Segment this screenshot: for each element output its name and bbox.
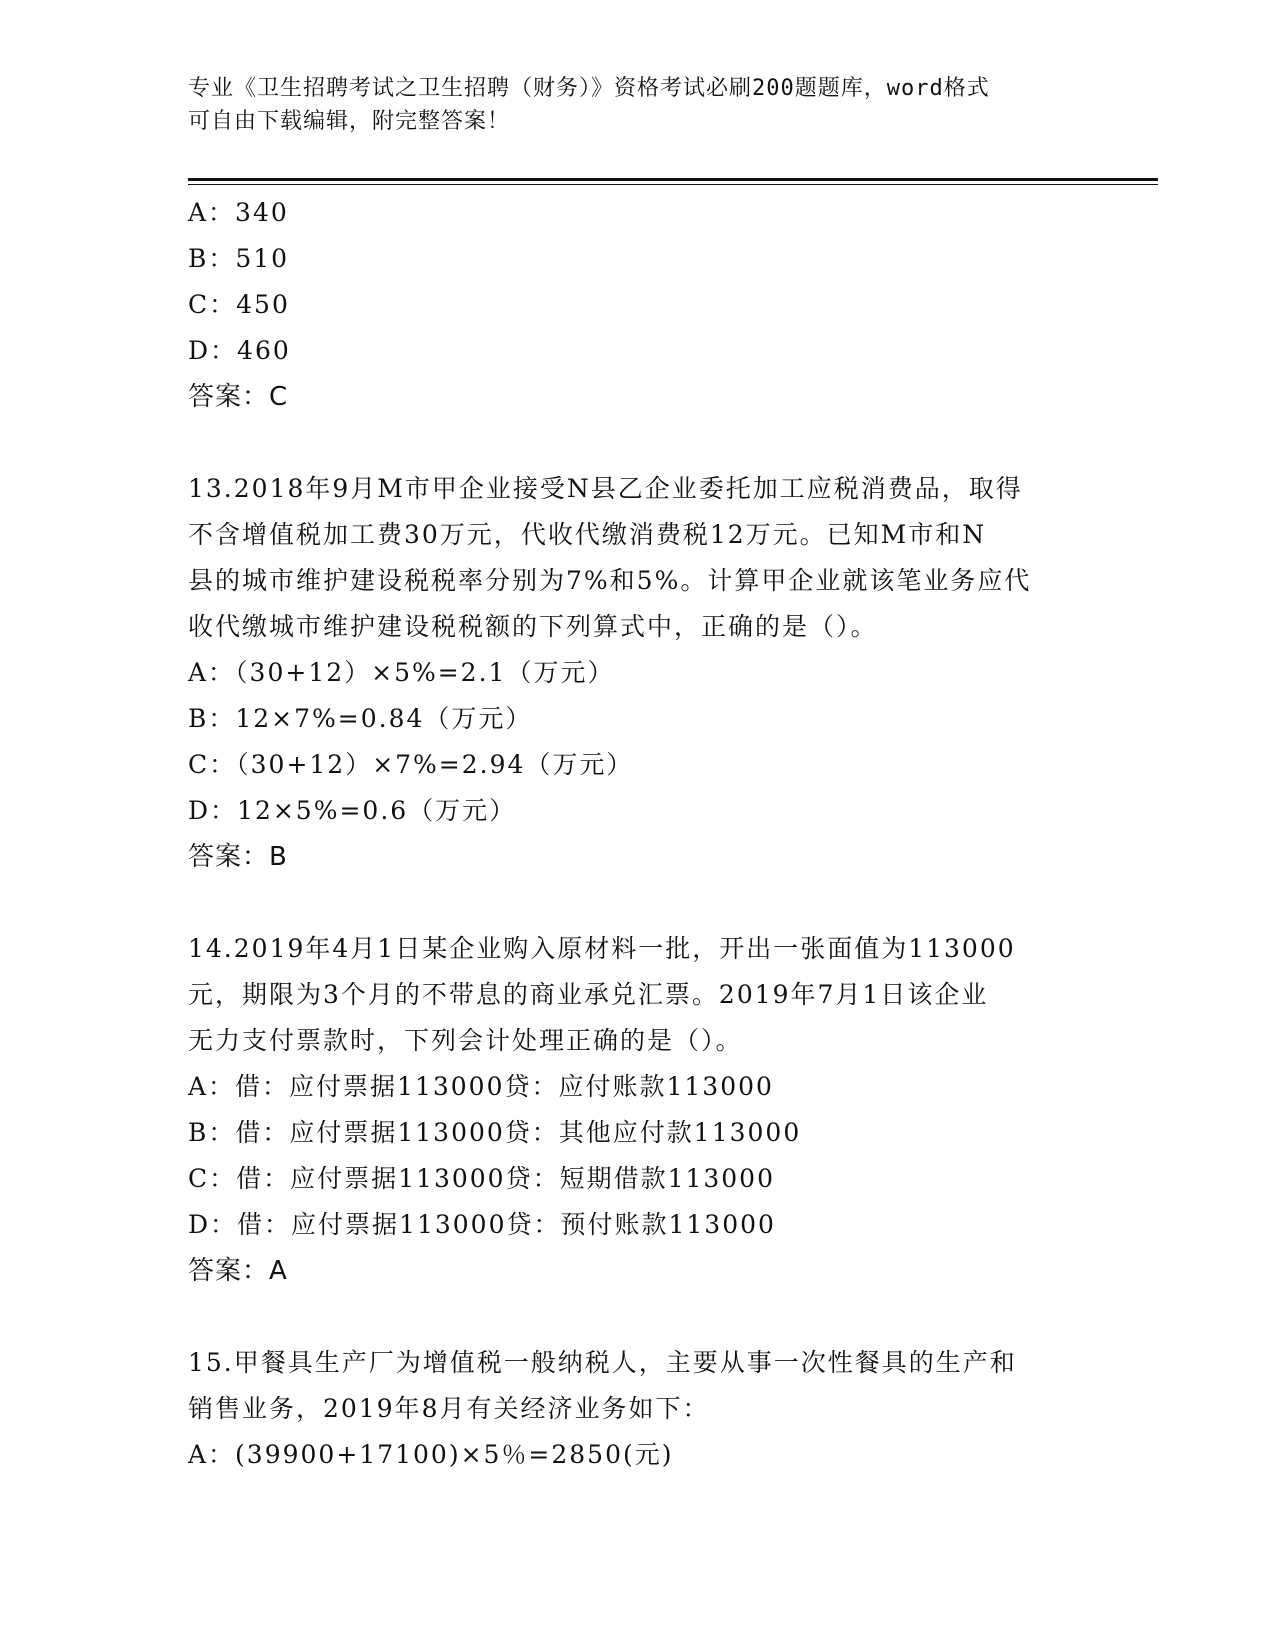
question-stem-line: 销售业务，2019年8月有关经济业务如下：	[188, 1394, 710, 1423]
answer: 答案：B	[188, 842, 288, 872]
question-stem-line: 15.甲餐具生产厂为增值税一般纳税人，主要从事一次性餐具的生产和	[188, 1348, 1017, 1377]
question-stem-line: 13.2018年9月M市甲企业接受N县乙企业委托加工应税消费品，取得	[188, 474, 1023, 503]
header-divider-thick	[188, 178, 1158, 181]
question-list	[188, 190, 1108, 1478]
question-stem-line: 不含增值税加工费30万元，代收代缴消费税12万元。已知M市和N	[188, 520, 987, 549]
spacer	[188, 420, 1108, 466]
option-d: D：借：应付票据113000贷：预付账款113000	[188, 1210, 776, 1239]
option-c: C：借：应付票据113000贷：短期借款113000	[188, 1164, 775, 1193]
option-b: B：12×7%=0.84（万元）	[188, 704, 533, 733]
spacer	[188, 1294, 1108, 1340]
answer: 答案：C	[188, 382, 289, 412]
header-line-1: 专业《卫生招聘考试之卫生招聘（财务）》资格考试必刷200题题库，word格式	[188, 76, 990, 101]
option-a: A：340	[188, 198, 289, 227]
option-a: A：(39900+17100)×5％=2850(元)	[188, 1440, 674, 1469]
option-c: C：（30+12）×7%=2.94（万元）	[188, 750, 634, 779]
question-15	[188, 1340, 1108, 1478]
option-b: B：借：应付票据113000贷：其他应付款113000	[188, 1118, 802, 1147]
option-c: C：450	[188, 290, 290, 319]
option-b: B：510	[188, 244, 290, 273]
question-stem-line: 无力支付票款时，下列会计处理正确的是（）。	[188, 1026, 743, 1055]
question-stem-line: 14.2019年4月1日某企业购入原材料一批，开出一张面值为113000	[188, 934, 1016, 963]
header-divider-thin	[188, 184, 1158, 185]
question-stem-line: 县的城市维护建设税税率分别为7%和5%。计算甲企业就该笔业务应代	[188, 566, 1032, 595]
option-a: A：（30+12）×5%=2.1（万元）	[188, 658, 615, 687]
spacer	[188, 880, 1108, 926]
document-header	[188, 72, 1088, 138]
question-14	[188, 926, 1108, 1294]
question-13	[188, 466, 1108, 880]
option-a: A：借：应付票据113000贷：应付账款113000	[188, 1072, 774, 1101]
question-12	[188, 190, 1108, 420]
option-d: D：12×5%=0.6（万元）	[188, 796, 517, 825]
answer: 答案：A	[188, 1256, 288, 1286]
question-stem-line: 元，期限为3个月的不带息的商业承兑汇票。2019年7月1日该企业	[188, 980, 989, 1009]
header-line-2: 可自由下载编辑，附完整答案！	[188, 109, 511, 134]
question-stem-line: 收代缴城市维护建设税税额的下列算式中，正确的是（）。	[188, 612, 878, 641]
option-d: D：460	[188, 336, 291, 365]
